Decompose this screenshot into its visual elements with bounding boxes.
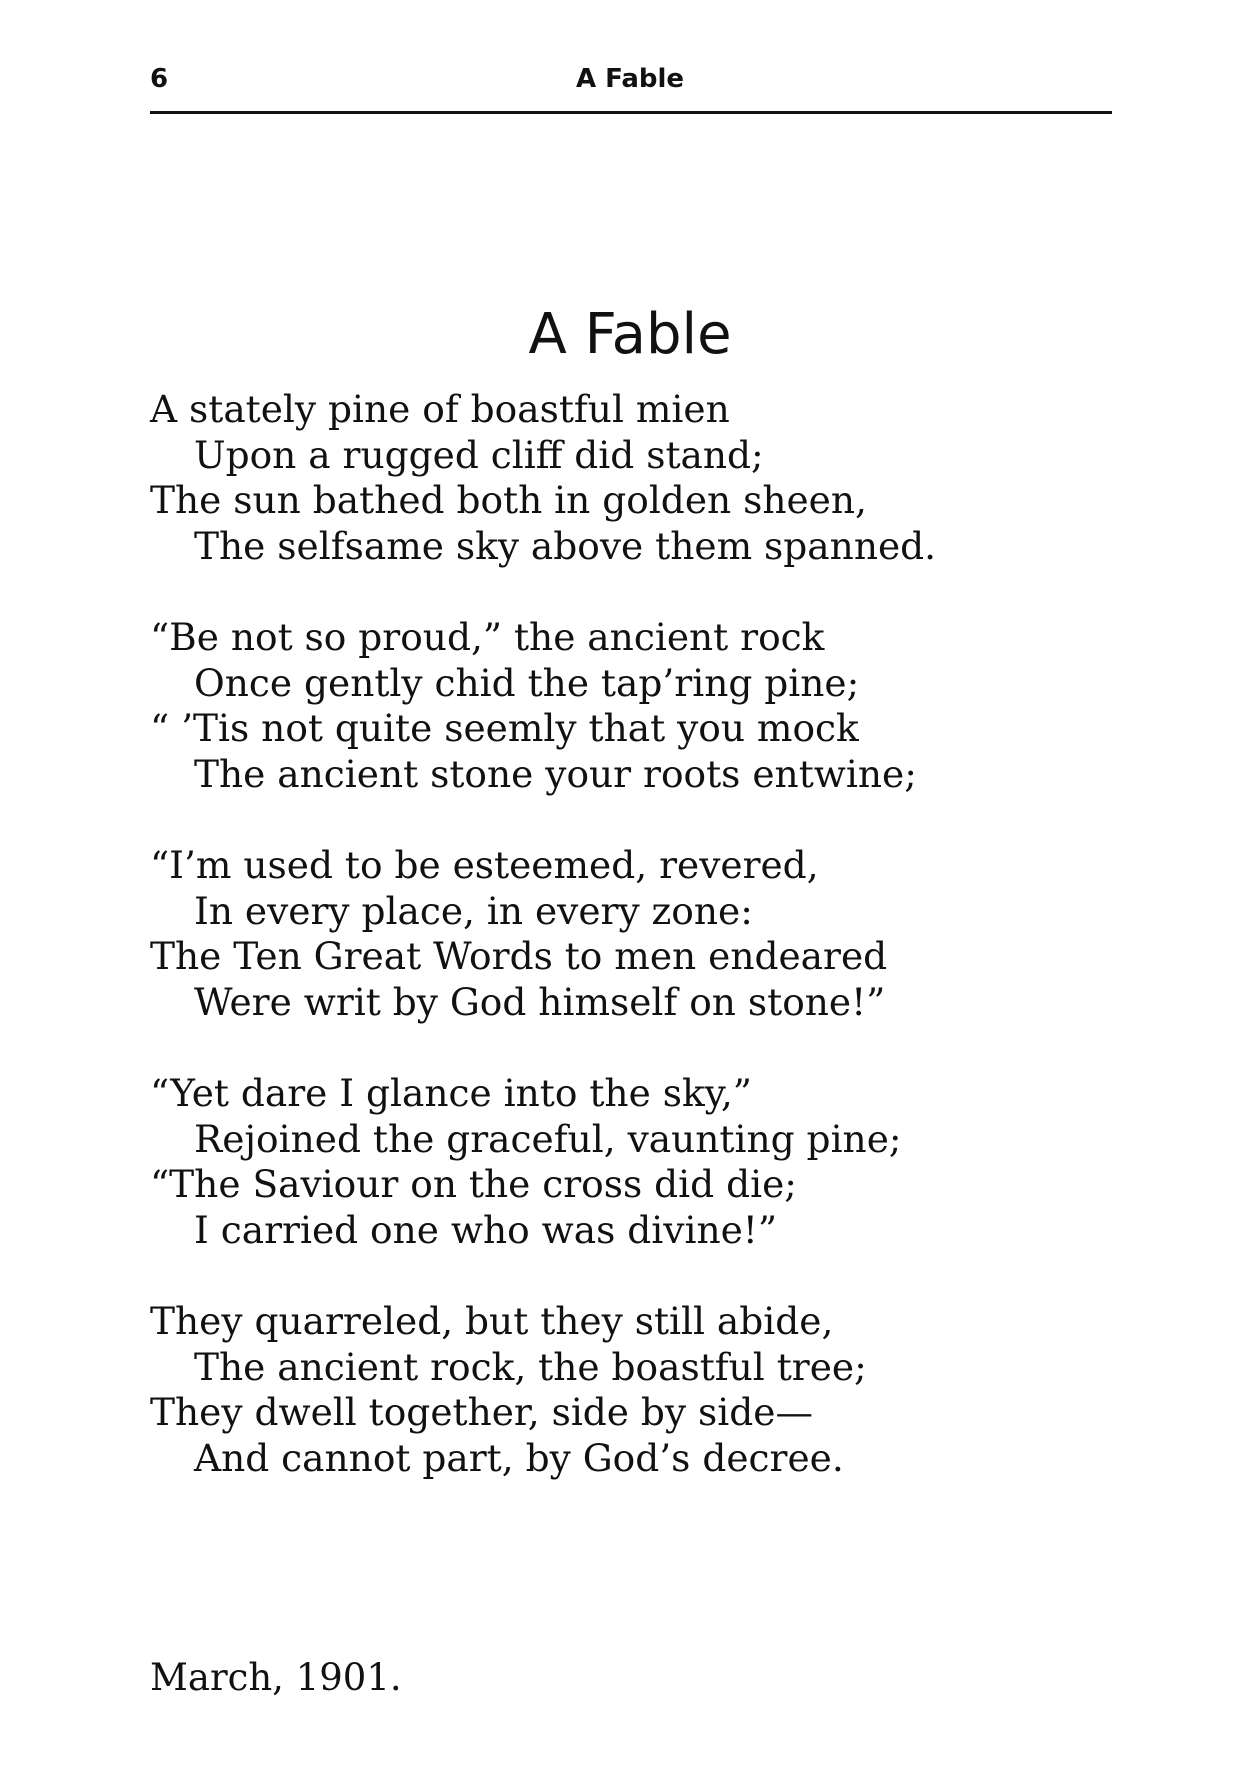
poem-line: Were writ by God himself on stone!” [194, 979, 886, 1024]
stanza-4 [150, 1071, 1090, 1253]
poem-line: And cannot part, by God’s decree. [194, 1435, 844, 1480]
poem-body [150, 387, 1090, 1527]
stanza-2 [150, 615, 1090, 797]
stanza-5 [150, 1299, 1090, 1481]
poem-line: “ ’Tis not quite seemly that you mock [150, 706, 859, 750]
poem-line: In every place, in every zone: [194, 888, 753, 933]
poem-line: They quarreled, but they still abide, [150, 1299, 834, 1343]
poem-line: Once gently chid the tap’ring pine; [194, 660, 860, 705]
running-head [150, 64, 1110, 104]
poem-line: I carried one who was divine!” [194, 1207, 778, 1252]
poem-line: Rejoined the graceful, vaunting pine; [194, 1116, 902, 1161]
poem-line: “Be not so proud,” the ancient rock [150, 615, 825, 659]
poem-line: “Yet dare I glance into the sky,” [150, 1071, 752, 1115]
poem-line: The selfsame sky above them spanned. [194, 523, 937, 568]
poem-title: A Fable [528, 302, 732, 367]
poem-line: They dwell together, side by side— [150, 1390, 813, 1434]
poem-line: “The Saviour on the cross did die; [150, 1162, 797, 1206]
poem-date: March, 1901. [150, 1656, 402, 1699]
page-number: 6 [150, 64, 169, 94]
poem-line: The sun bathed both in golden sheen, [150, 478, 867, 522]
stanza-3 [150, 843, 1090, 1025]
header-rule [150, 111, 1112, 114]
poem-line: Upon a rugged cliff did stand; [194, 432, 764, 477]
stanza-1 [150, 387, 1090, 569]
poem-line: A stately pine of boastful mien [150, 387, 730, 431]
poem-line: The ancient rock, the boastful tree; [194, 1344, 867, 1389]
poem-line: “I’m used to be esteemed, revered, [150, 843, 819, 887]
poem-line: The ancient stone your roots entwine; [194, 751, 917, 796]
poem-line: The Ten Great Words to men endeared [150, 934, 888, 978]
running-title: A Fable [575, 64, 685, 94]
